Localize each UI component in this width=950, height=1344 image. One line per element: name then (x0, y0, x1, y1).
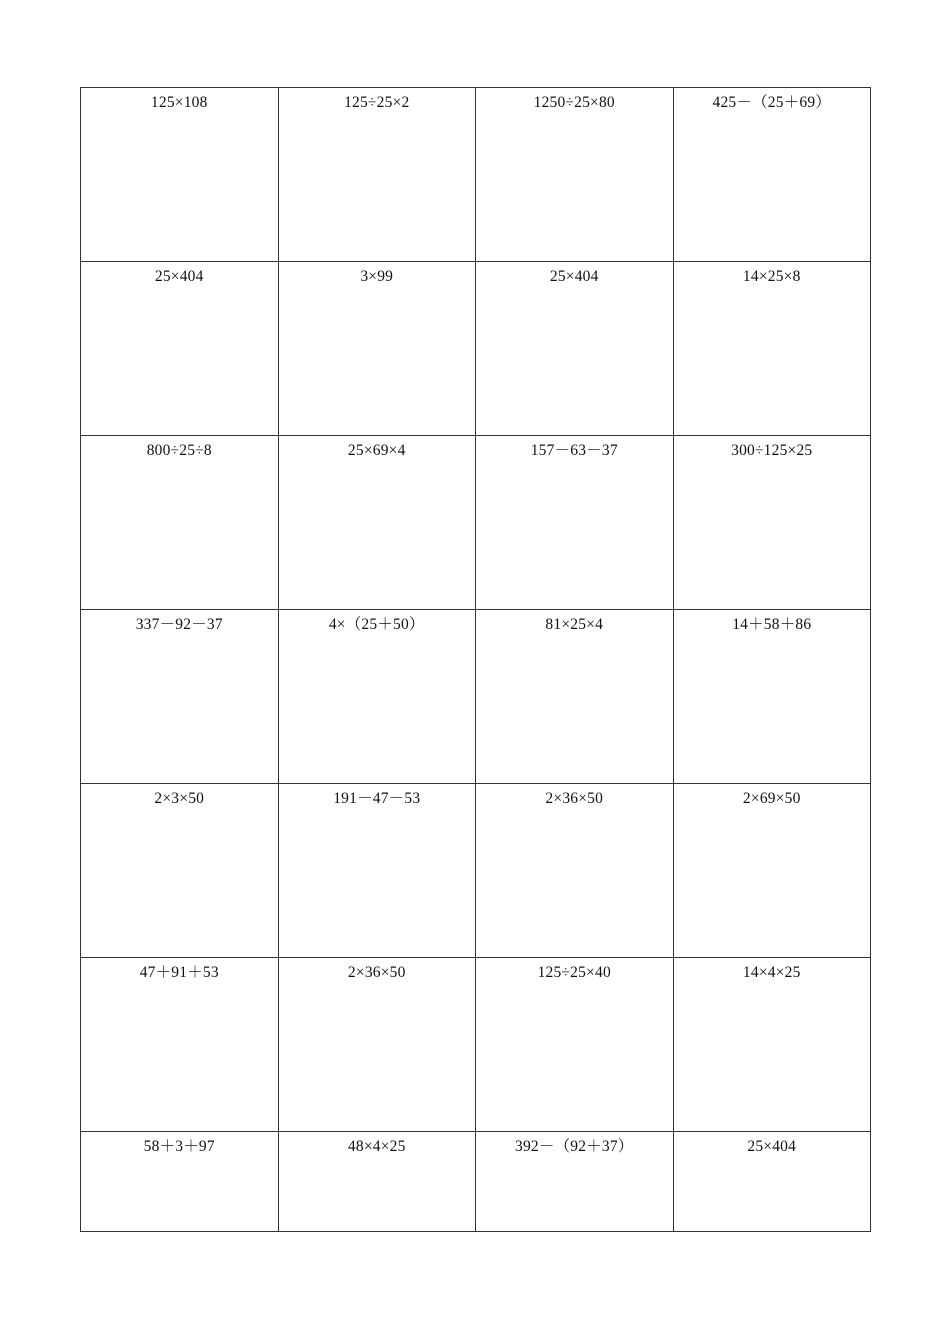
problem-expression: 2×36×50 (347, 964, 406, 981)
problem-cell (673, 1132, 871, 1232)
problem-expression: 4×（25＋50） (328, 616, 425, 633)
problem-expression: 14＋58＋86 (732, 616, 812, 633)
problem-expression: 14×25×8 (742, 268, 801, 285)
problem-expression: 81×25×4 (545, 616, 604, 633)
problem-cell (81, 1132, 279, 1232)
worksheet-row (81, 262, 871, 436)
problem-cell (476, 610, 674, 784)
problem-expression: 25×69×4 (347, 442, 406, 459)
problem-expression: 392－（92＋37） (515, 1138, 634, 1155)
problem-cell (673, 262, 871, 436)
problem-cell (673, 958, 871, 1132)
problem-cell (476, 958, 674, 1132)
problem-expression: 191－47－53 (333, 790, 421, 807)
problem-cell (476, 784, 674, 958)
problem-cell (81, 88, 279, 262)
problem-cell (81, 958, 279, 1132)
problem-expression: 800÷25÷8 (146, 442, 212, 459)
worksheet-row (81, 88, 871, 262)
problem-cell (673, 610, 871, 784)
problem-cell (278, 436, 476, 610)
problem-cell (81, 784, 279, 958)
calculation-worksheet-grid (80, 87, 871, 1232)
worksheet-row (81, 1132, 871, 1232)
worksheet-row (81, 958, 871, 1132)
worksheet-row (81, 610, 871, 784)
problem-expression: 157－63－37 (530, 442, 618, 459)
problem-expression: 25×404 (747, 1138, 797, 1155)
problem-cell (476, 88, 674, 262)
problem-expression: 2×3×50 (154, 790, 205, 807)
problem-expression: 25×404 (154, 268, 204, 285)
problem-cell (278, 262, 476, 436)
problem-expression: 1250÷25×80 (533, 94, 615, 111)
problem-expression: 25×404 (549, 268, 599, 285)
problem-cell (278, 610, 476, 784)
problem-cell (476, 436, 674, 610)
problem-expression: 58＋3＋97 (143, 1138, 215, 1155)
problem-cell (81, 610, 279, 784)
problem-expression: 125÷25×2 (344, 94, 410, 111)
problem-expression: 125÷25×40 (537, 964, 611, 981)
problem-cell (278, 784, 476, 958)
problem-expression: 425－（25＋69） (712, 94, 831, 111)
problem-cell (476, 1132, 674, 1232)
problem-expression: 2×69×50 (742, 790, 801, 807)
problem-expression: 3×99 (360, 268, 394, 285)
problem-cell (476, 262, 674, 436)
problem-expression: 48×4×25 (347, 1138, 406, 1155)
problem-cell (278, 1132, 476, 1232)
problem-expression: 14×4×25 (742, 964, 801, 981)
problem-cell (278, 958, 476, 1132)
problem-cell (673, 88, 871, 262)
worksheet-row (81, 784, 871, 958)
problem-cell (81, 436, 279, 610)
problem-expression: 300÷125×25 (731, 442, 813, 459)
problem-cell (278, 88, 476, 262)
problem-cell (673, 784, 871, 958)
problem-cell (673, 436, 871, 610)
problem-expression: 47＋91＋53 (139, 964, 219, 981)
problem-expression: 125×108 (150, 94, 208, 111)
problem-expression: 2×36×50 (545, 790, 604, 807)
problem-expression: 337－92－37 (135, 616, 223, 633)
worksheet-row (81, 436, 871, 610)
problem-cell (81, 262, 279, 436)
